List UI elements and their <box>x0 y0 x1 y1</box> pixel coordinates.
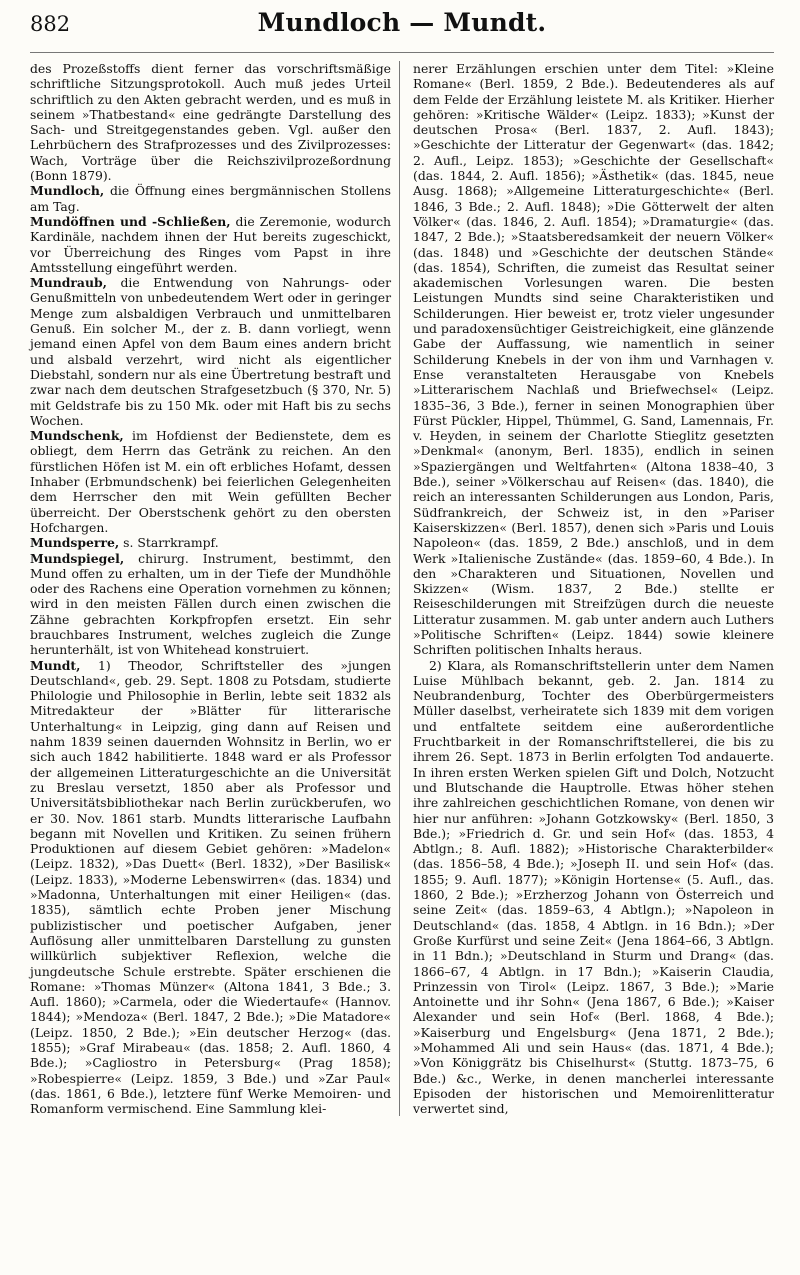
entry-text: die Zeremonie, wodurch Kardinäle, nachdem ihnen der Hut bereits zugeschickt, vor Überreichung des Ringes vom Papst in ihre Amtsstellung eingeführt werden. <box>30 213 392 275</box>
right-column <box>407 61 774 1116</box>
entry-text: nerer Erzählungen erschien unter dem Titel: »Kleine Romane« (Berl. 1859, 2 Bde.). Bedeutenderes als auf dem Felde der Erzählung leistete M. als Kritiker. Hierher gehören: »Kritische Wälder« (Leipz. 1833); »Kunst der deutschen Prosa« (Berl. 1837, 2. Aufl. 1843); »Geschichte der Litteratur der Gegenwart« (das. 1842; 2. Aufl., Leipz. 1853); »Geschichte der Gesellschaft« (das. 1844, 2. Aufl. 1856); »Ästhetik« (das. 1845, neue Ausg. 1868); »Allgemeine Litteraturgeschichte« (Berl. 1846, 3 Bde.; 2. Aufl. 1848); »Die Götterwelt der alten Völker« (das. 1846, 2. Aufl. 1854); »Dramaturgie« (das. 1847, 2 Bde.); »Staatsberedsamkeit der neuern Völker« (das. 1848) und »Geschichte der deutschen Stände« (das. 1854), Schriften, die zumeist das Resultat seiner akademischen Vorlesungen waren. Die besten Leistungen Mundts sind seine Charakteristiken und Schilderungen. Hier beweist er, trotz vieler ungesunder und paradoxensüchtiger Geistreichigkeit, eine glänzende Gabe der Auffassung, wie namentlich in seiner Schilderung Knebels in der von ihm und Varnhagen v. Ense veranstalteten Herausgabe von Knebels »Litterarischem Nachlaß und Briefwechsel« (Leipz. 1835–36, 3 Bde.), ferner in seinen Monographien über Fürst Pückler, Hippel, Thümmel, G. Sand, Lamennais, Fr. v. Heyden, in seinem der Charlotte Stieglitz gesetzten »Denkmal« (anonym, Berl. 1835), endlich in seinen »Spaziergängen und Weltfahrten« (Altona 1838–40, 3 Bde.), seiner »Völkerschau auf Reisen« (das. 1840), die reich an interessanten Schilderungen aus London, Paris, Südfrankreich, der Schweiz ist, in den »Pariser Kaiserskizzen« (Berl. 1857), denen sich »Paris und Louis Napoleon« (das. 1859, 2 Bde.) anschloß, und in dem Werk »Italienische Zustände« (das. 1859–60, 4 Bde.). In den »Charakteren und Situationen, Novellen und Skizzen« (Wism. 1837, 2 Bde.) stellte er Reiseschilderungen mit Streifzügen durch die neueste Litteratur zusammen. M. gab unter andern auch Luthers »Politische Schriften« (Leipz. 1844) sowie kleinere Schriften politischen Inhalts heraus. <box>412 61 774 658</box>
entry-text: im Hofdienst der Bedienstete, dem es obliegt, dem Herrn das Getränk zu reichen. An den fürstlichen Höfen ist M. ein oft erbliches Hofamt, dessen Inhaber (Erbmundschenk) bei feierlichen Gelegenheiten dem Herrscher den mit Wein gefüllten Becher überreicht. Der Oberstschenk gehört zu den obersten Hofchargen. <box>30 428 392 535</box>
entry-text: die Entwendung von Nahrungs- oder Genußmitteln von unbedeutendem Wert oder in geringer Menge zum alsbaldigen Verbrauch und unmittelbaren Genuß. Ein solcher M., der z. B. dann vorliegt, wenn jemand einen Apfel von dem Baum eines andern bricht und alsbald verzehrt, wird nicht als eigentlicher Diebstahl, sondern nur als eine Übertretung bestraft und zwar nach dem deutschen Strafgesetzbuch (§ 370, Nr. 5) mit Geldstrafe bis zu 150 Mk. oder mit Haft bis zu sechs Wochen. <box>30 275 392 428</box>
entry-continuation <box>30 61 391 183</box>
entry-continuation <box>413 61 774 658</box>
entry-text: die Öffnung eines bergmännischen Stollens am Tag. <box>30 183 392 214</box>
entry-text: 2) Klara, als Romanschriftstellerin unter dem Namen Luise Mühlbach bekannt, geb. 2. Jan. 1814 zu Neubrandenburg, Tochter des Oberbürgermeisters Müller daselbst, verheiratete sich 1839 mit dem vorigen und entfaltete seitdem eine außerordentliche Fruchtbarkeit in der Romanschriftstellerei, die bis zu ihrem 26. Sept. 1873 in Berlin erfolgten Tod andauerte. In ihren ersten Werken spielen Gift und Dolch, Notzucht und Blutschande die Hauptrolle. Etwas höher stehen ihre zahlreichen geschichtlichen Romane, von denen wir hier nur anführen: »Johann Gotzkowsky« (Berl. 1850, 3 Bde.); »Friedrich d. Gr. und sein Hof« (das. 1853, 4 Abtlgn.; 8. Aufl. 1882); »Historische Charakterbilder« (das. 1856–58, 4 Bde.); »Joseph II. und sein Hof« (das. 1855; 9. Aufl. 1877); »Königin Hortense« (5. Aufl., das. 1860, 2 Bde.); »Erzherzog Johann von Österreich und seine Zeit« (das. 1859–63, 4 Abtlgn.); »Napoleon in Deutschland« (das. 1858, 4 Abtlgn. in 16 Bdn.); »Der Große Kurfürst und seine Zeit« (Jena 1864–66, 3 Abtlgn. in 11 Bdn.); »Deutschland in Sturm und Drang« (das. 1866–67, 4 Abtlgn. in 17 Bdn.); »Kaiserin Claudia, Prinzessin von Tirol« (Leipz. 1867, 3 Bde.); »Marie Antoinette und ihr Sohn« (Jena 1867, 6 Bde.); »Kaiser Alexander und sein Hof« (Berl. 1868, 4 Bde.); »Kaiserburg und Engelsburg« (Jena 1871, 2 Bde.); »Mohammed Ali und sein Haus« (das. 1871, 4 Bde.); »Von Königgrätz bis Chiselhurst« (Stuttg. 1873–75, 6 Bde.) &c., Werke, in denen mancherlei interessante Episoden der historischen und Memoirenlitteratur verwertet sind, <box>412 657 774 1117</box>
entry-lemma: Mundt, <box>30 657 81 673</box>
entry-mundschenk <box>30 428 391 535</box>
running-head: Mundloch — Mundt. <box>257 8 547 37</box>
page-header <box>30 8 774 53</box>
entry-mundoeffnen <box>30 214 391 275</box>
entry-mundspiegel <box>30 551 391 658</box>
entry-lemma: Mundschenk, <box>30 428 124 444</box>
entry-mundt <box>30 658 391 1117</box>
entry-lemma: Mundöffnen und -Schließen, <box>30 213 231 229</box>
left-column <box>30 61 399 1116</box>
entry-lemma: Mundraub, <box>30 275 107 291</box>
entry-text: s. Starrkrampf. <box>119 535 219 551</box>
entry-mundsperre <box>30 535 391 550</box>
text-columns <box>30 61 774 1116</box>
entry-mundraub <box>30 275 391 428</box>
entry-text: des Prozeßstoffs dient ferner das vorschriftsmäßige schriftliche Sitzungsprotokoll. Auch muß jedes Urteil schriftlich zu den Akten gebracht werden, und es muß in seinem »Thatbestand« eine gedrängte Darstellung des Sach- und Streitgegenstandes geben. Vgl. außer den Lehrbüchern des Strafprozesses und des Zivilprozesses: Wach, Vorträge über die Reichszivilprozeßordnung (Bonn 1879). <box>30 61 392 184</box>
entry-lemma: Mundloch, <box>30 183 105 199</box>
entry-text: 1) Theodor, Schriftsteller des »jungen Deutschland«, geb. 29. Sept. 1808 zu Potsdam, studierte Philologie und Philosophie in Berlin, lebte seit 1832 als Mitredakteur der »Blätter für litterarische Unterhaltung« in Leipzig, ging dann auf Reisen und nahm 1839 seinen dauernden Wohnsitz in Berlin, wo er sich auch 1842 habilitierte. 1848 ward er als Professor der allgemeinen Litteraturgeschichte an die Universität zu Breslau versetzt, 1850 aber als Professor und Universitätsbibliothekar nach Berlin zurückberufen, wo er 30. Nov. 1861 starb. Mundts litterarische Laufbahn begann mit Novellen und Kritiken. Zu seinen frühern Produktionen auf diesem Gebiet gehören: »Madelon« (Leipz. 1832), »Das Duett« (Berl. 1832), »Der Basilisk« (Leipz. 1833), »Moderne Lebenswirren« (das. 1834) und »Madonna, Unterhaltungen mit einer Heiligen« (das. 1835), sämtlich echte Proben jener Mischung publizistischer und poetischer Aufgaben, jener Auflösung aller unmittelbaren Darstellung zu gunsten willkürlich subjektiver Reflexion, welche die jungdeutsche Schule erstrebte. Später erschienen die Romane: »Thomas Münzer« (Altona 1841, 3 Bde.; 3. Aufl. 1860); »Carmela, oder die Wiedertaufe« (Hannov. 1844); »Mendoza« (Berl. 1847, 2 Bde.); »Die Matadore« (Leipz. 1850, 2 Bde.); »Ein deutscher Herzog« (das. 1855); »Graf Mirabeau« (das. 1858; 2. Aufl. 1860, 4 Bde.); »Cagliostro in Petersburg« (Prag 1858); »Robespierre« (Leipz. 1859, 3 Bde.) und »Zar Paul« (das. 1861, 6 Bde.), letztere fünf Werke Memoiren- und Romanform vermischend. Eine Sammlung klei- <box>30 657 392 1117</box>
entry-mundt-klara <box>413 658 774 1117</box>
page-number: 882 <box>30 12 71 36</box>
entry-lemma: Mundspiegel, <box>30 550 125 566</box>
entry-text: chirurg. Instrument, bestimmt, den Mund offen zu erhalten, um in der Tiefe der Mundhöhle oder des Rachens eine Operation vornehmen zu können; wird in den meisten Fällen durch einen zwischen die Zähne gebrachten Korkpfropfen ersetzt. Ein sehr brauchbares Instrument, welches zugleich die Zunge herunterhält, ist von Whitehead konstruiert. <box>30 550 392 658</box>
entry-lemma: Mundsperre, <box>30 535 120 551</box>
column-divider <box>399 61 400 1116</box>
entry-mundloch <box>30 183 391 214</box>
